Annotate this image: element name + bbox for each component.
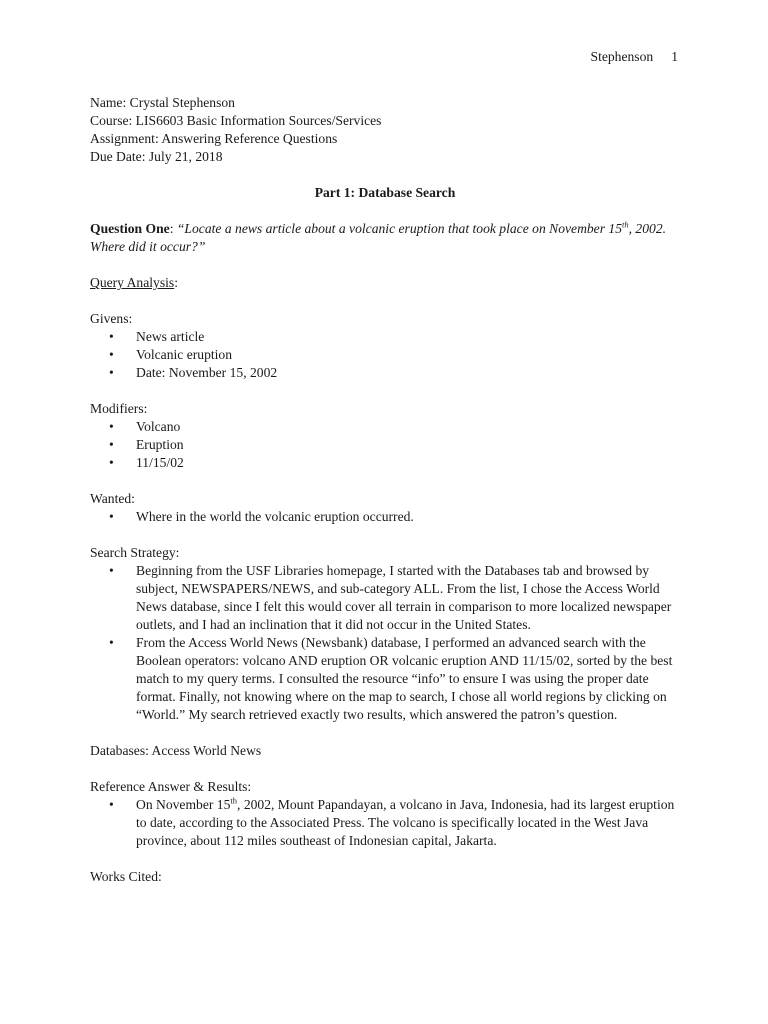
modifiers-heading: Modifiers: [90,401,148,416]
modifiers-list [90,418,680,472]
query-analysis-heading [90,274,680,292]
list-item: • Date: November 15, 2002 [136,364,680,382]
reference-list [90,796,680,850]
question-text-part-a: “Locate a news article about a volcanic eruption that took place on November 15 [176,221,622,236]
query-analysis-label: Query Analysis [90,275,175,290]
answer-part-b: , 2002, Mount Papandayan, a volcano in Java, Indonesia, had its largest eruption to date, according to the Associated Press. The volcano is specifically located in the West Java province, about 112 miles southeast of Indonesian capital, Jakarta. [136,797,675,848]
info-due-date: Due Date: July 21, 2018 [90,149,223,164]
givens-heading: Givens: [90,311,133,326]
question-label: Question One [90,221,170,236]
header-author: Stephenson [590,49,654,64]
part-title: Part 1: Database Search [314,185,456,200]
wanted-list [90,508,680,526]
answer-part-a: On November 15 [136,797,231,812]
question-one [90,220,680,256]
question-separator: : [169,221,177,236]
question-superscript: th [622,219,629,230]
works-cited-heading: Works Cited: [90,869,162,884]
wanted-heading: Wanted: [90,491,135,506]
info-assignment: Assignment: Answering Reference Questions [90,131,338,146]
databases-line: Databases: Access World News [90,743,262,758]
list-item: • 11/15/02 [136,454,680,472]
reference-heading: Reference Answer & Results: [90,779,252,794]
page-number: 1 [671,49,678,64]
info-name: Name: Crystal Stephenson [90,95,235,110]
list-item: • Where in the world the volcanic eruption occurred. [136,508,680,526]
list-item: • News article [136,328,680,346]
search-strategy-list [90,562,680,724]
list-item [136,796,680,850]
running-header [591,48,678,66]
info-course: Course: LIS6603 Basic Information Sources/Services [90,113,382,128]
list-item: • Volcano [136,418,680,436]
search-strategy-heading: Search Strategy: [90,545,180,560]
givens-list [90,328,680,382]
list-item: • From the Access World News (Newsbank) database, I performed an advanced search with the Boolean operators: volcano AND eruption OR volcanic eruption AND 11/15/02, sorted by the best match to my query terms. I consulted the resource “info” to ensure I was using the proper date format. Finally, not knowing where on the map to search, I chose all world regions by clicking on “World.” My search retrieved exactly two results, which answered the patron’s question. [136,634,680,724]
list-item: • Beginning from the USF Libraries homepage, I started with the Databases tab and browsed by subject, NEWSPAPERS/NEWS, and sub-category ALL. From the list, I chose the Access World News database, since I felt this would cover all terrain in comparison to more localized newspaper outlets, and I had an inclination that it did not occur in the United States. [136,562,680,634]
list-item: • Eruption [136,436,680,454]
document-body [90,94,680,886]
list-item: • Volcanic eruption [136,346,680,364]
question-text-part-b: , 2002. Where did it occur?” [90,221,667,254]
query-analysis-colon: : [174,275,178,290]
answer-superscript: th [230,795,238,806]
question-text [90,221,666,254]
